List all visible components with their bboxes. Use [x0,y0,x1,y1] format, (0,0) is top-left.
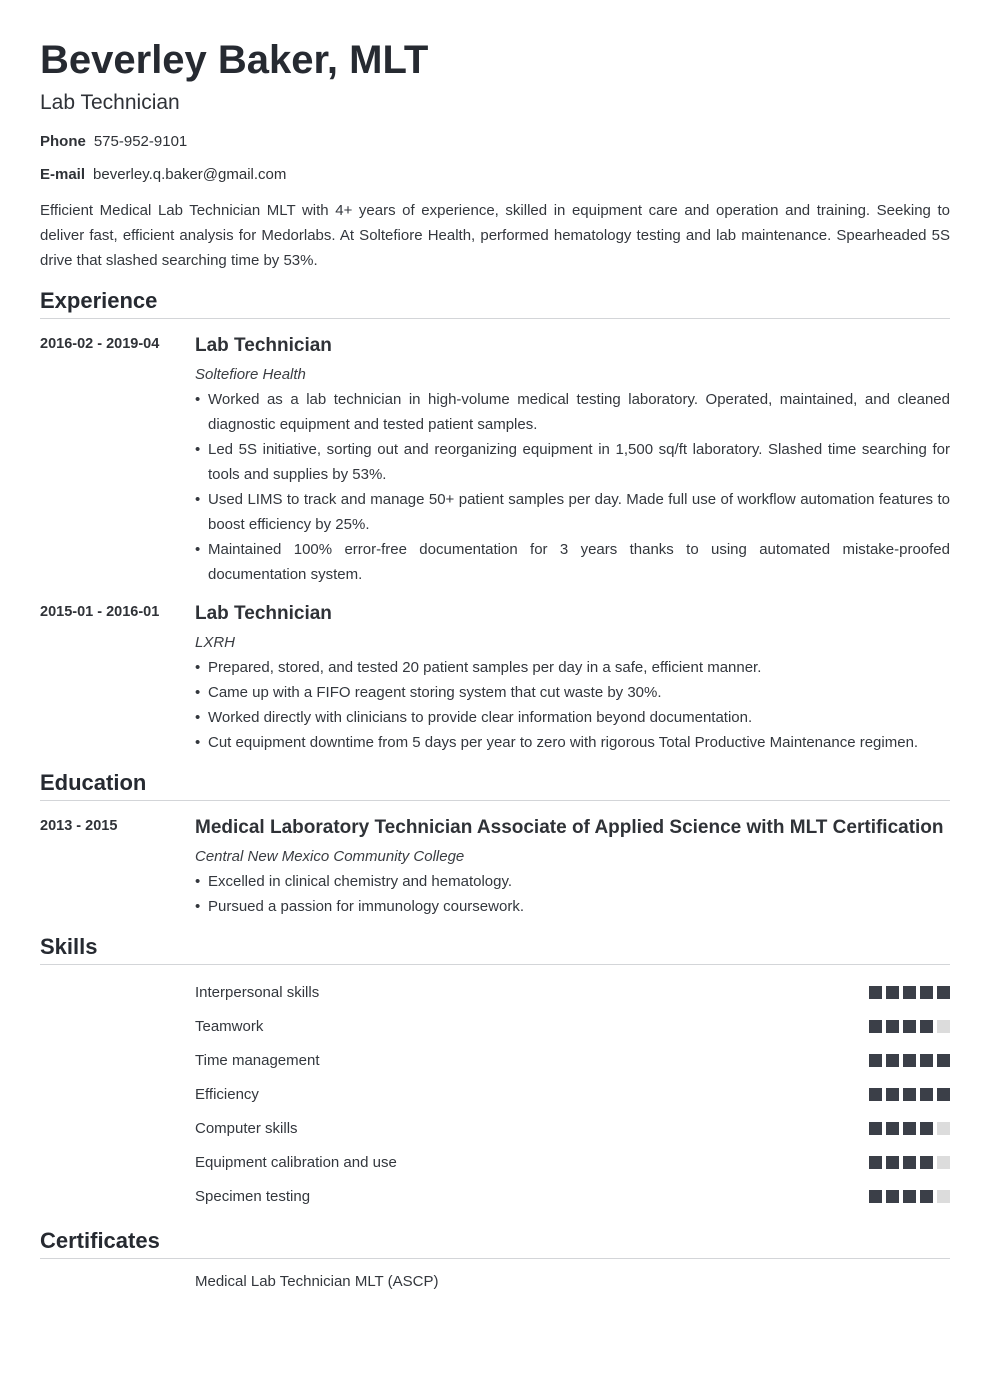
rating-dot-filled [886,1054,899,1067]
rating-dot-filled [903,1156,916,1169]
bullet-item: • Led 5S initiative, sorting out and reorganizing equipment in 1,500 sq/ft laboratory. Slashed time searching for tools and supplies by 53%. [195,437,950,487]
skill-row [40,1145,950,1179]
skill-name: Specimen testing [195,1187,311,1205]
skill-rating [869,1020,950,1033]
bullet-item: • Worked directly with clinicians to provide clear information beyond documentation. [195,705,950,730]
rating-dot-filled [869,1190,882,1203]
contact-value: 575-952-9101 [93,133,188,150]
entry-date: 2015-01 - 2016-01 [40,604,160,620]
skill-rating [869,1156,950,1169]
rating-dot-filled [903,1088,916,1101]
rating-dot-filled [920,1122,933,1135]
bullet-item: • Worked as a lab technician in high-volume medical testing laboratory. Operated, maintained, and cleaned diagnostic equipment and tested patient samples. [195,387,950,437]
rating-dot-filled [886,1122,899,1135]
bullet-item: • Used LIMS to track and manage 50+ patient samples per day. Made full use of workflow automation features to boost efficiency by 25%. [195,487,950,537]
certificate-item: Medical Lab Technician MLT (ASCP) [195,1273,439,1290]
skill-name: Efficiency [195,1085,259,1103]
skill-rating [869,1088,950,1101]
bullet-item: • Cut equipment downtime from 5 days per year to zero with rigorous Total Productive Maintenance regimen. [195,730,950,755]
contact-phone [40,132,950,165]
certificates-heading: Certificates [40,1227,950,1259]
rating-dot-filled [920,1156,933,1169]
rating-dot-filled [869,1054,882,1067]
skill-name: Computer skills [195,1119,298,1137]
bullet-item: • Prepared, stored, and tested 20 patient samples per day in a safe, efficient manner. [195,655,950,680]
contact-label: Phone [40,133,86,150]
bullet-item: • Came up with a FIFO reagent storing system that cut waste by 30%. [195,680,950,705]
skill-row [40,975,950,1009]
contact-value: beverley.q.baker@gmail.com [93,166,287,183]
bullet-item: • Pursued a passion for immunology coursework. [195,894,950,919]
bullet-item: • Maintained 100% error-free documentation for 3 years thanks to using automated mistake-proofed documentation system. [195,537,950,587]
rating-dot-filled [937,1054,950,1067]
bullet-item: • Excelled in clinical chemistry and hematology. [195,869,950,894]
rating-dot-filled [920,1088,933,1101]
summary-paragraph: Efficient Medical Lab Technician MLT with 4+ years of experience, skilled in equipment care and operation and training. Seeking to deliver fast, efficient analysis for Medorlabs. At Soltefiore Health, performed hematology testing and lab maintenance. Spearheaded 5S drive that slashed searching time by 53%. [40,202,950,269]
entry-bullets [195,869,950,919]
entry-bullets [195,655,950,755]
rating-dot-filled [869,1156,882,1169]
entry-school: Central New Mexico Community College [195,848,465,865]
rating-dot-empty [937,1156,950,1169]
rating-dot-filled [869,1122,882,1135]
skill-row [40,1111,950,1145]
entry-organization: Soltefiore Health [195,366,306,383]
rating-dot-filled [903,986,916,999]
rating-dot-filled [920,1054,933,1067]
contact-label: E-mail [40,166,86,183]
rating-dot-filled [920,1190,933,1203]
rating-dot-filled [886,1190,899,1203]
skill-rating [869,1054,950,1067]
candidate-title: Lab Technician [40,91,180,114]
skill-rating [869,1190,950,1203]
entry-organization: LXRH [195,634,236,651]
rating-dot-empty [937,1190,950,1203]
rating-dot-filled [937,986,950,999]
rating-dot-filled [920,1020,933,1033]
skill-rating [869,986,950,999]
entry-degree: Medical Laboratory Technician Associate of Applied Science with MLT Certification [195,817,944,838]
rating-dot-filled [886,1020,899,1033]
rating-dot-empty [937,1020,950,1033]
education-entry [40,813,950,919]
skill-row [40,1009,950,1043]
contact-email [40,165,950,198]
entry-role: Lab Technician [195,335,332,356]
entry-date: 2013 - 2015 [40,818,118,834]
rating-dot-empty [937,1122,950,1135]
contact-block [40,132,950,198]
entry-bullets [195,387,950,587]
rating-dot-filled [869,1020,882,1033]
entry-role: Lab Technician [195,603,332,624]
skill-row [40,1043,950,1077]
skills-heading: Skills [40,933,950,965]
rating-dot-filled [903,1122,916,1135]
candidate-name: Beverley Baker, MLT [40,38,429,82]
rating-dot-filled [869,986,882,999]
rating-dot-filled [886,986,899,999]
skill-name: Interpersonal skills [195,983,320,1001]
skill-name: Teamwork [195,1017,264,1035]
skills-list [40,975,950,1213]
rating-dot-filled [886,1088,899,1101]
education-heading: Education [40,769,950,801]
experience-entry [40,599,950,755]
skill-row [40,1077,950,1111]
experience-heading: Experience [40,287,950,319]
rating-dot-filled [903,1020,916,1033]
experience-entry [40,331,950,587]
skill-name: Equipment calibration and use [195,1153,397,1171]
rating-dot-filled [937,1088,950,1101]
rating-dot-filled [903,1054,916,1067]
rating-dot-filled [869,1088,882,1101]
skill-name: Time management [195,1051,320,1069]
skill-rating [869,1122,950,1135]
skill-row [40,1179,950,1213]
rating-dot-filled [920,986,933,999]
entry-date: 2016-02 - 2019-04 [40,336,160,352]
rating-dot-filled [886,1156,899,1169]
rating-dot-filled [903,1190,916,1203]
